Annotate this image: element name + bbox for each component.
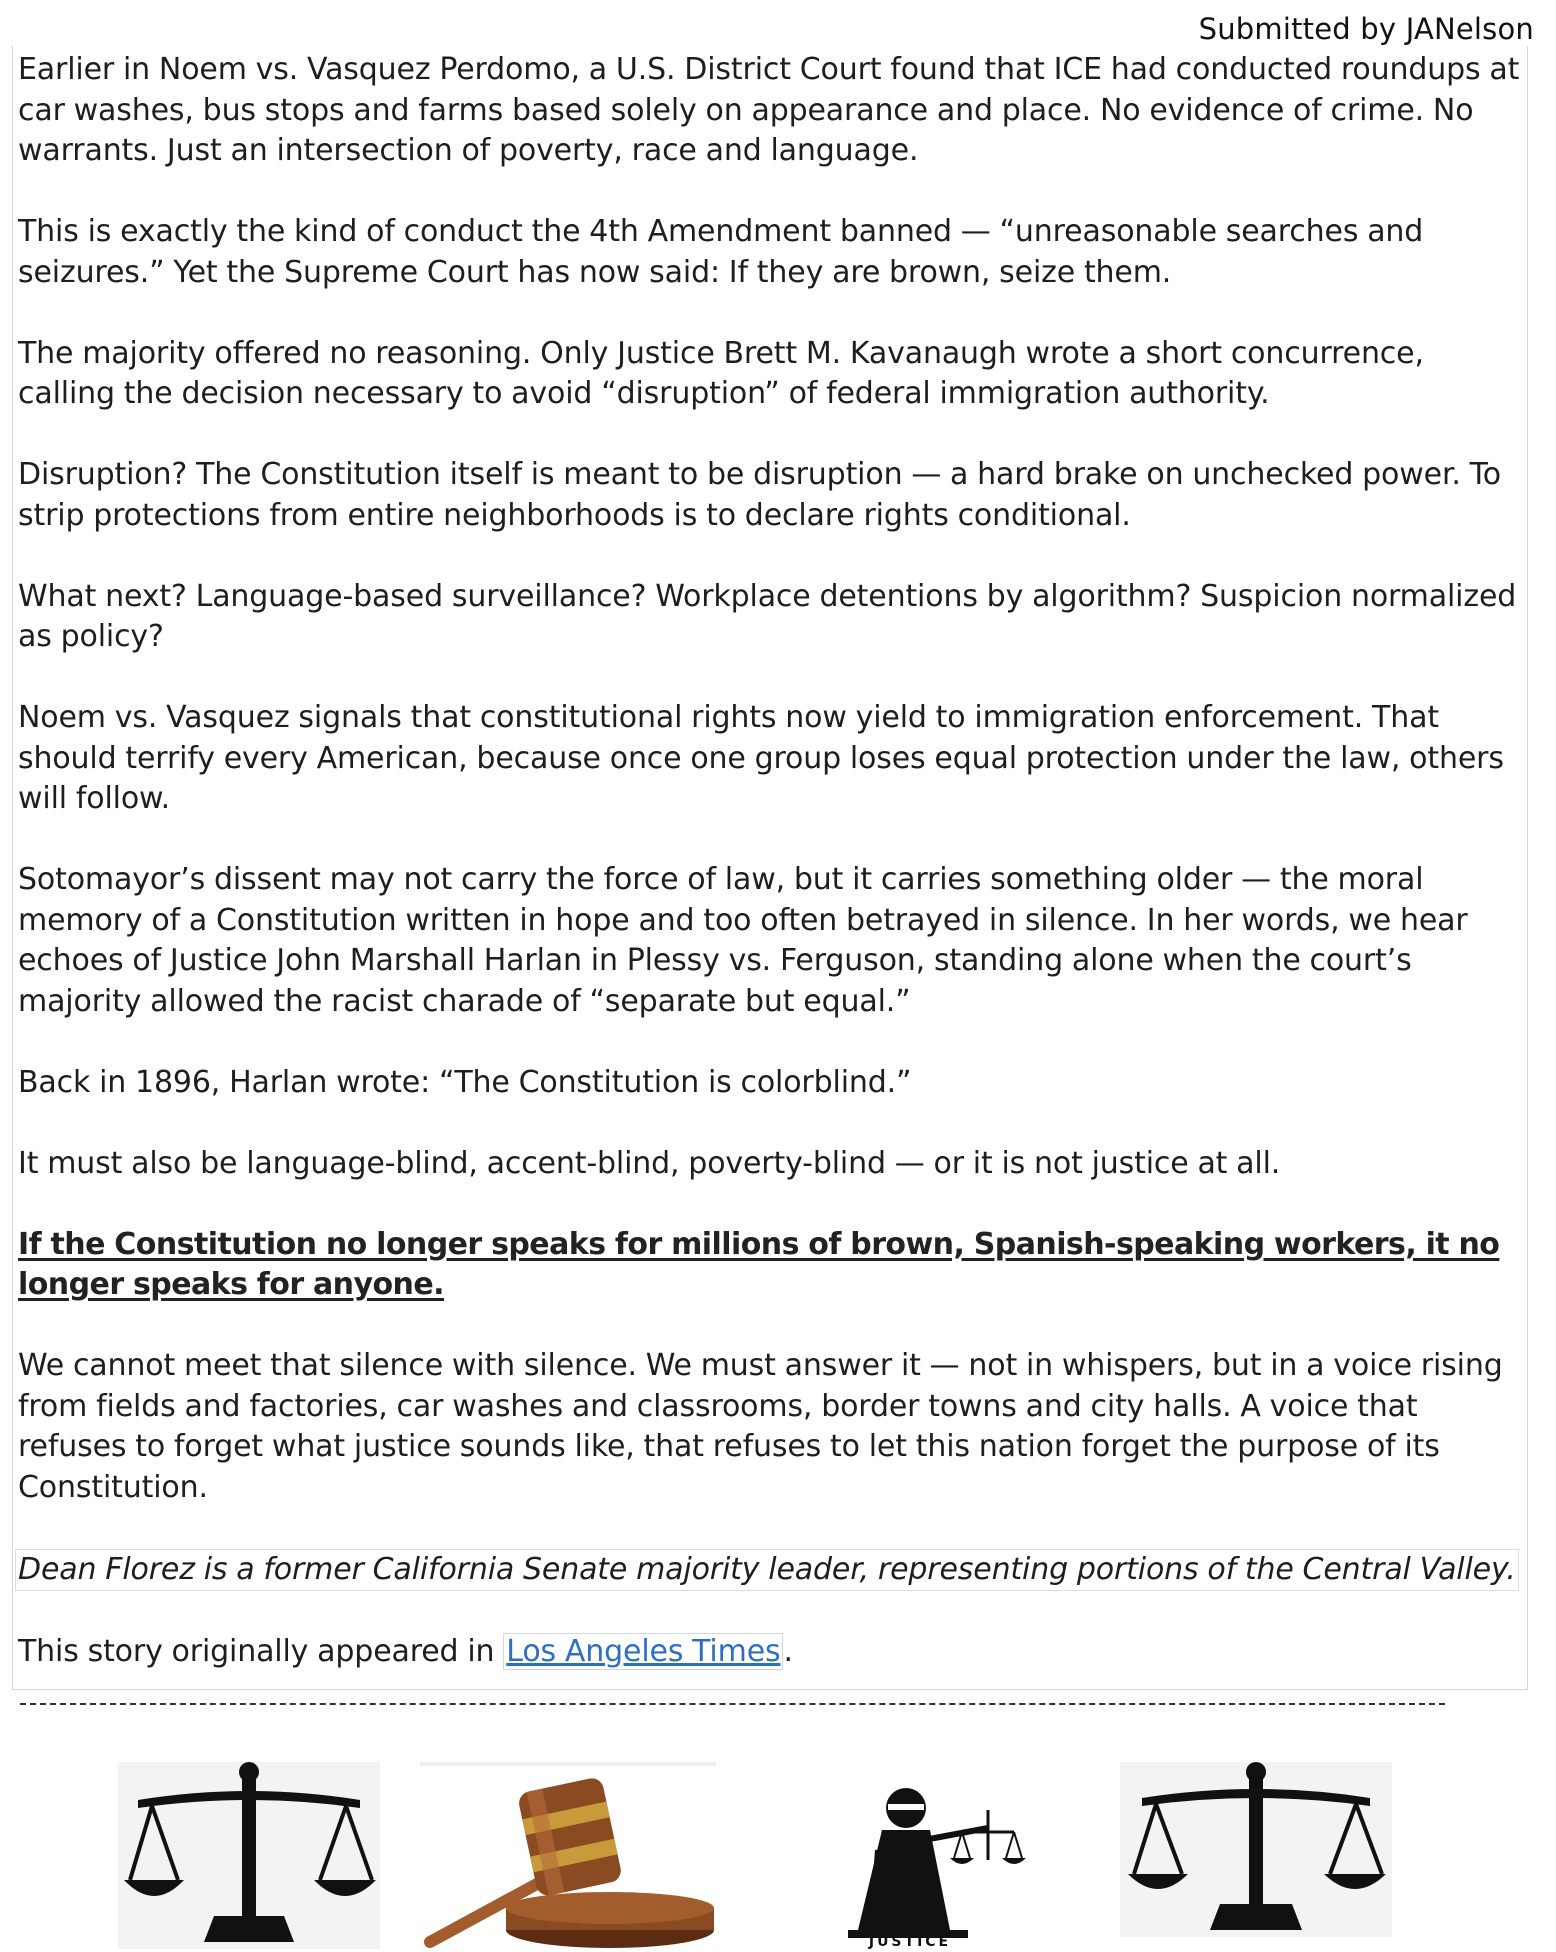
paragraph-9: It must also be language-blind, accent-blind, poverty-blind — or it is not justice at all. [18, 1145, 1281, 1181]
paragraph-8: Back in 1896, Harlan wrote: “The Constitution is colorblind.” [18, 1064, 912, 1100]
paragraph-1: Earlier in Noem vs. Vasquez Perdomo, a U.S. District Court found that ICE had conducted roundups at car washes, bus stops and farms based solely on appearance and place. No evidence of crime. No warrants. Just an intersection of poverty, race and language. [18, 52, 1520, 168]
scales-icon [118, 1762, 380, 1949]
paragraph-6: Noem vs. Vasquez signals that constitutional rights now yield to immigration enforcement. That should terrify every American, because once one group loses equal protection under the law, others will follow. [18, 700, 1504, 816]
justice-caption: JUSTICE [868, 1934, 952, 1950]
source-suffix: . [783, 1633, 793, 1669]
source-line [18, 1632, 1521, 1673]
paragraph-3: The majority offered no reasoning. Only Justice Brett M. Kavanaugh wrote a short concurrence, calling the decision necessary to avoid “disruption” of federal immigration authority. [18, 335, 1424, 411]
dashed-divider [20, 1703, 1445, 1705]
gavel-icon [420, 1762, 716, 1949]
paragraph-5: What next? Language-based surveillance? Workplace detentions by algorithm? Suspicion normalized as policy? [18, 578, 1517, 654]
bold-statement: If the Constitution no longer speaks for millions of brown, Spanish-speaking workers, it no longer speaks for anyone. [18, 1226, 1500, 1302]
paragraph-2: This is exactly the kind of conduct the 4th Amendment banned — “unreasonable searches and seizures.” Yet the Supreme Court has now said: If they are brown, seize them. [18, 214, 1424, 290]
source-prefix: This story originally appeared in [18, 1633, 504, 1669]
closing-paragraph: We cannot meet that silence with silence. We must answer it — not in whispers, but in a voice rising from fields and factories, car washes and classrooms, border towns and city halls. A voice that refuses to forget what justice sounds like, that refuses to let this nation forget the purpose of its Constitution. [18, 1348, 1503, 1505]
paragraph-7: Sotomayor’s dissent may not carry the force of law, but it carries something older — the moral memory of a Constitution written in hope and too often betrayed in silence. In her words, we hear echoes of Justice John Marshall Harlan in Plessy vs. Ferguson, standing alone when the court’s majority allowed the racist charade of “separate but equal.” [18, 862, 1468, 1019]
submitted-by: Submitted by JANelson [1198, 12, 1534, 46]
source-link[interactable]: Los Angeles Times [503, 1633, 783, 1670]
paragraph-4: Disruption? The Constitution itself is meant to be disruption — a hard brake on unchecked power. To strip protections from entire neighborhoods is to declare rights conditional. [18, 457, 1501, 533]
article-body [12, 46, 1528, 1690]
scales-icon [1120, 1762, 1392, 1937]
author-note: Dean Florez is a former California Senate majority leader, representing portions of the Central Valley. [15, 1549, 1519, 1592]
lady-justice-icon [838, 1780, 1048, 1952]
